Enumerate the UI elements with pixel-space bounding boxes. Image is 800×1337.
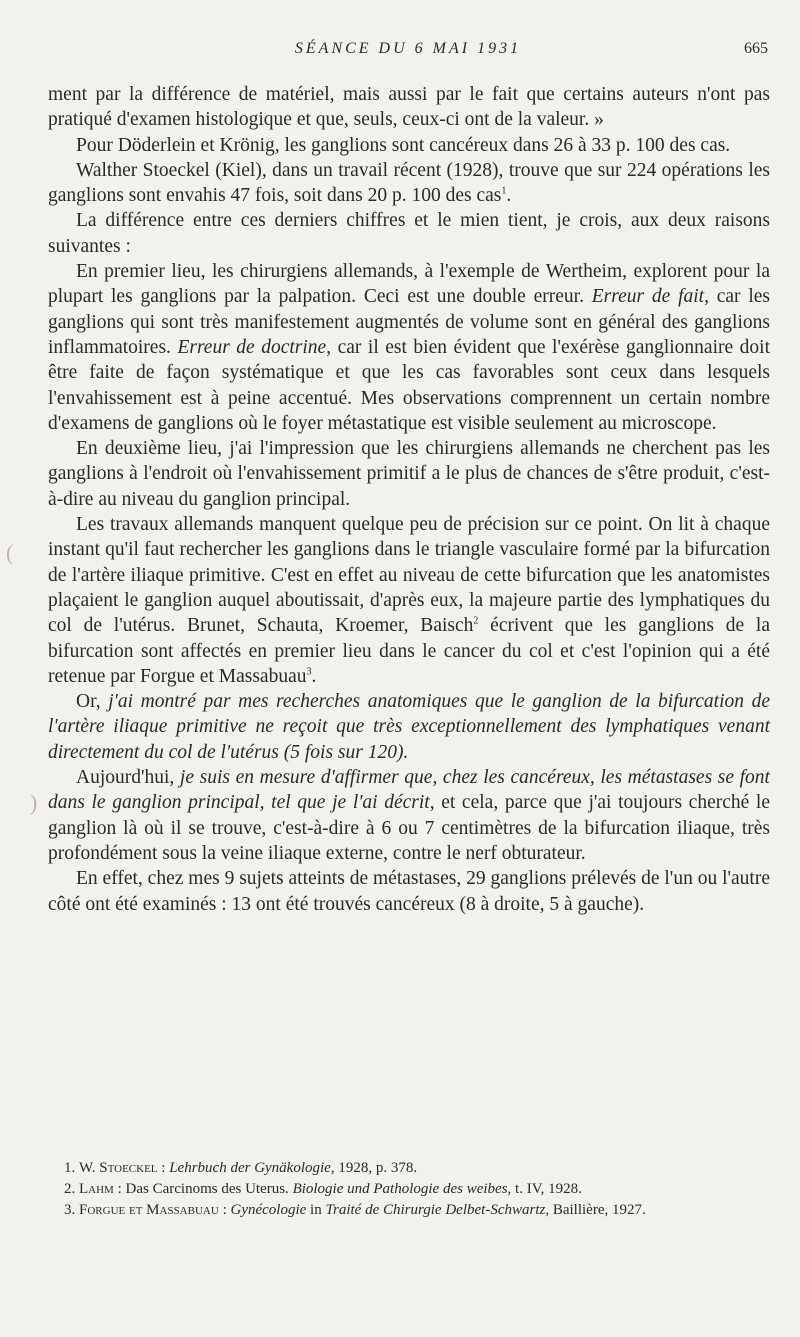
paragraph — [48, 158, 770, 209]
paragraph: En effet, chez mes 9 sujets atteints de métastases, 29 ganglions prélevés de l'un ou l'autre côté ont été examinés : 13 ont été trouvés cancéreux (8 à droite, 5 à gauche). — [48, 868, 770, 915]
footnote-ref: 1 — [501, 185, 507, 197]
emphasis: Erreur de doctrine — [177, 336, 327, 358]
paragraph — [48, 689, 770, 765]
paragraph — [48, 259, 770, 436]
footnote — [48, 1158, 770, 1179]
footnote-author: W. Stoeckel — [79, 1160, 158, 1176]
paragraph-text: Les travaux allemands manquent quelque peu de précision sur ce point. On lit à chaque instant qu'il faut rechercher les ganglions dans le triangle vasculaire formé par la bifurcation de l'artère iliaque primitive. C'est en effet au niveau de cette bifurcation que les anatomistes plaçaient le ganglion auquel aboutissait, d'après eux, la majeure partie des lymphatiques du col de l'utérus. Brunet, Schauta, Kroemer, Baisch — [48, 514, 770, 637]
paragraph-text: . — [506, 185, 512, 207]
footnote-number: 2. — [64, 1181, 79, 1197]
footnote-title: Traité de Chirurgie Delbet-Schwartz — [325, 1202, 546, 1218]
footnote-number: 1. — [64, 1160, 79, 1176]
paragraph-text: Or, — [76, 691, 109, 713]
footnote-text: : — [157, 1160, 170, 1176]
emphasis: Erreur de fait — [591, 286, 705, 308]
footnote-text: , 1928, p. 378. — [330, 1160, 418, 1176]
footnote-title: Gynécologie — [230, 1202, 307, 1218]
footnote-title: Lehrbuch der Gynäkologie — [169, 1160, 331, 1176]
paragraph: La différence entre ces derniers chiffres et le mien tient, je crois, aux deux raisons suivantes : — [48, 210, 770, 257]
paragraph: ment par la différence de matériel, mais aussi par le fait que certains auteurs n'ont pas pratiqué d'examen histologique et que, seuls, ceux-ci ont de la valeur. » — [48, 84, 770, 131]
footnote-text: , t. IV, 1928. — [507, 1181, 582, 1197]
running-head: SÉANCE DU 6 MAI 1931 — [294, 40, 522, 57]
paragraph-text: Aujourd'hui, — [76, 767, 180, 789]
footnote-ref: 2 — [473, 615, 479, 627]
paragraph-text: , car il est bien évident que l'exérèse ganglionnaire doit être faite de façon systématique et que les cas favorables sont ceux dans lesquels l'envahissement est à peine accentué. Mes observations comprennent un certain nombre d'examens de ganglions où le foyer métastatique est visible seulement au microscope. — [48, 336, 770, 434]
footnote-author: Lahm — [79, 1181, 114, 1197]
footnote — [48, 1200, 770, 1221]
footnote-title: Biologie und Pathologie des weibes — [292, 1181, 508, 1197]
footnote-text: in — [306, 1202, 326, 1218]
footnote-ref: 3 — [306, 666, 312, 678]
footnotes — [48, 1158, 770, 1221]
paragraph-text: En premier lieu, les chirurgiens allemands, à l'exemple de Wertheim, explorent pour la plupart les ganglions par la palpation. Ceci est une double erreur. — [48, 261, 770, 308]
emphasis: je suis en mesure d'affirmer que, chez les cancéreux, les métastases se font dans le ganglion principal, tel que je l'ai décrit — [48, 767, 770, 814]
footnote-text: , Baillière, 1927. — [545, 1202, 646, 1218]
footnote-author: Forgue et Massabuau — [79, 1202, 219, 1218]
footnote — [48, 1179, 770, 1200]
paragraph-text: , et cela, parce que j'ai toujours cherché le ganglion là où il se trouve, c'est-à-dire à 6 ou 7 centimètres de la bifurcation iliaque, très profondément sous la veine iliaque externe, contre le nerf obturateur. — [48, 792, 770, 864]
footnote-text: : — [218, 1202, 231, 1218]
main-text — [48, 82, 770, 917]
margin-pencil-mark: ) — [30, 790, 38, 815]
paragraph-text: , car les ganglions qui sont très manifestement augmentés de volume sont en général des ganglions inflammatoires. — [48, 286, 770, 358]
margin-pencil-mark: ( — [6, 540, 14, 565]
emphasis: j'ai montré par mes recherches anatomiques que le ganglion de la bifurcation de l'artère iliaque primitive ne reçoit que très exceptionnellement des lymphatiques venant directement du col de l'utérus (5 fois sur 120). — [48, 691, 770, 763]
footnote-text: : Das Carcinoms des Uterus. — [113, 1181, 293, 1197]
paragraph: Pour Döderlein et Krönig, les ganglions sont cancéreux dans 26 à 33 p. 100 des cas. — [76, 134, 731, 156]
paragraph-text: . — [311, 665, 317, 687]
paragraph: En deuxième lieu, j'ai l'impression que les chirurgiens allemands ne cherchent pas les ganglions à l'endroit où l'envahissement primitif a le plus de chances de s'être produit, c'est-à-dire au niveau du ganglion principal. — [48, 438, 770, 510]
page-header — [48, 40, 768, 64]
paragraph — [48, 512, 770, 689]
paragraph-text: Walther Stoeckel (Kiel), dans un travail récent (1928), trouve que sur 224 opérations les ganglions sont envahis 47 fois, soit dans 20 p. 100 des cas — [48, 159, 770, 207]
paragraph — [48, 765, 770, 866]
page-number: 665 — [744, 40, 768, 57]
paragraph-text: écrivent que les ganglions de la bifurcation sont affectés en premier lieu dans le cancer du col et c'est l'opinion qui a été retenue par Forgue et Massabuau — [48, 615, 770, 687]
footnote-number: 3. — [64, 1202, 79, 1218]
